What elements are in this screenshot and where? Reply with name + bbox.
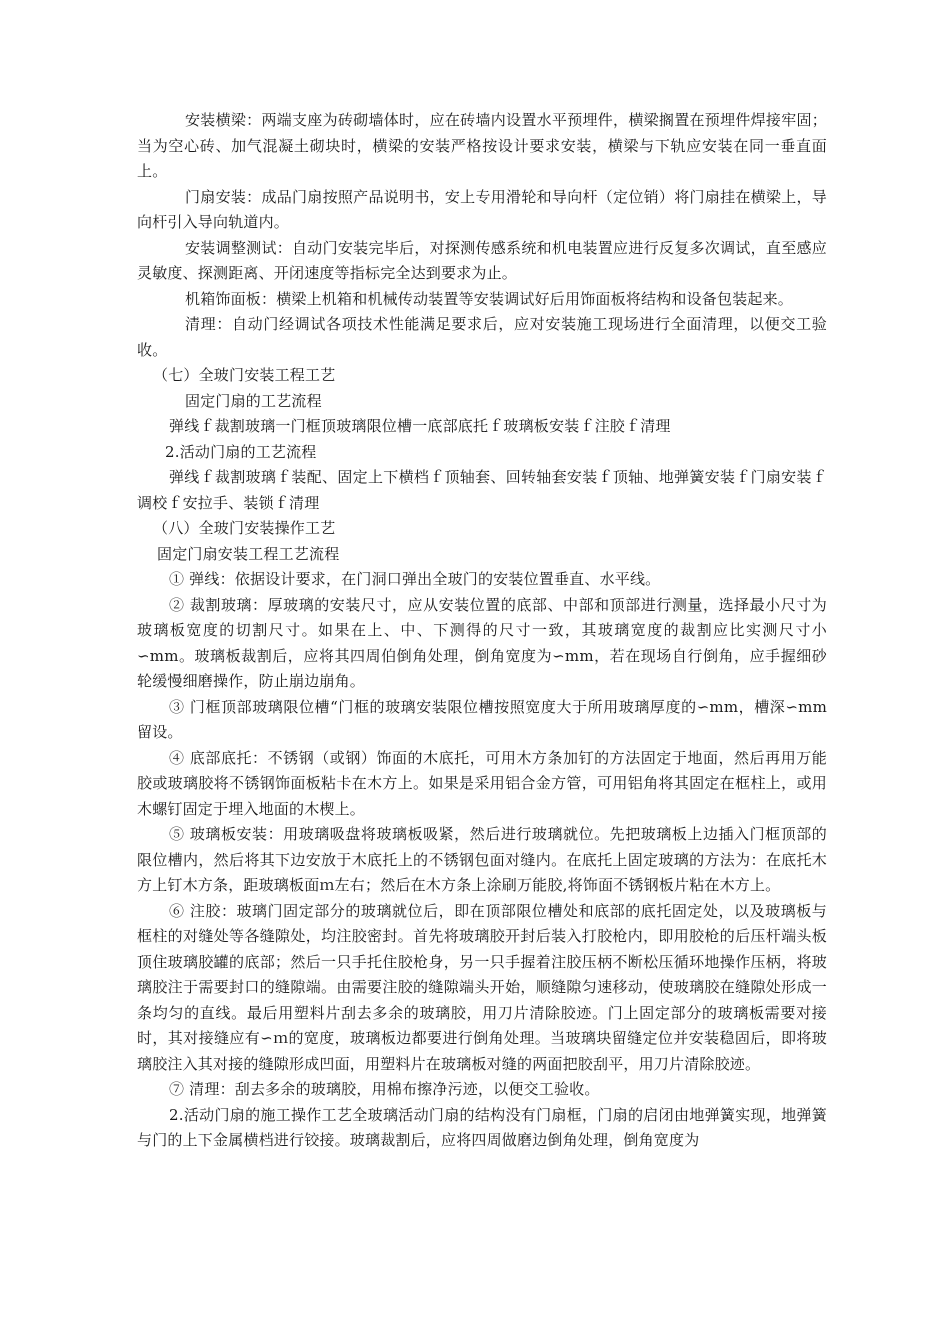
paragraph-cleanup: 清理：自动门经调试各项技术性能满足要求后，应对安装施工现场进行全面清理，以便交工验收。: [137, 315, 827, 359]
paragraph-cabinet-panel: 机箱饰面板：横梁上机箱和机械传动装置等安装调试好后用饰面板将结构和设备包装起来。: [185, 289, 794, 308]
list-item-7: ⑦ 清理：刮去多余的玻璃胶，用棉布擦净污迹，以便交工验收。: [169, 1080, 600, 1098]
paragraph-fixed-leaf-flow: 弹线ｆ裁割玻璃一门框顶玻璃限位槽一底部底托ｆ玻璃板安装ｆ注胶ｆ清理: [169, 417, 671, 435]
list-item-3: ③ 门框顶部玻璃限位槽“门框的玻璃安装限位槽按照宽度大于所用玻璃厚度的∽mm，槽深∽mm留设。: [137, 697, 827, 741]
list-item-5: ⑤ 玻璃板安装：用玻璃吸盘将玻璃板吸紧，然后进行玻璃就位。先把玻璃板上边插入门框顶部的限位槽内，然后将其下边安放于木底托上的不锈钢包面对缝内。在底托上固定玻璃的方法为：在底托木方上钉木方条，距玻璃板面ｍ左右；然后在木方条上涂刷万能胶,将饰面不锈钢板片粘在木方上。: [137, 825, 827, 894]
paragraph-door-leaf-install: 门扇安装：成品门扇按照产品说明书，安上专用滑轮和导向杆（定位销）将门扇挂在横梁上，导向杆引入导向轨道内。: [137, 187, 827, 231]
subheading-fixed-leaf-flow: 固定门扇的工艺流程: [185, 391, 322, 410]
document-body: [137, 108, 827, 1154]
paragraph-active-leaf-flow: 弹线ｆ裁割玻璃ｆ装配、固定上下横档ｆ顶轴套、回转轴套安装ｆ顶轴、地弹簧安装ｆ门扇安装ｆ调校ｆ安拉手、装锁ｆ清理: [137, 468, 827, 512]
paragraph-install-beam: 安装横梁：两端支座为砖砌墙体时，应在砖墙内设置水平预埋件，横梁搁置在预埋件焊接牢固；当为空心砖、加气混凝土砌块时，横梁的安装严格按设计要求安装，横梁与下轨应安装在同一垂直面上。: [137, 111, 827, 180]
section-heading-7: （七）全玻门安装工程工艺: [153, 366, 336, 384]
subheading-fixed-leaf-process: 固定门扇安装工程工艺流程: [157, 544, 340, 563]
subheading-active-leaf-flow: 2.活动门扇的工艺流程: [165, 442, 317, 461]
paragraph-active-leaf-process: 2.活动门扇的施工操作工艺全玻璃活动门扇的结构没有门扇框，门扇的启闭由地弹簧实现，地弹簧与门的上下金属横档进行铰接。玻璃裁割后，应将四周做磨边倒角处理，倒角宽度为: [137, 1105, 827, 1149]
list-item-2: ② 裁割玻璃：厚玻璃的安装尺寸，应从安装位置的底部、中部和顶部进行测量，选择最小尺寸为玻璃板宽度的切割尺寸。如果在上、中、下测得的尺寸一致，其玻璃宽度的裁割应比实测尺寸小∽mm。玻璃板裁割后，应将其四周伯倒角处理，倒角宽度为∽mm，若在现场自行倒角，应手握细砂轮缓慢细磨操作，防止崩边崩角。: [137, 595, 827, 690]
list-item-4: ④ 底部底托：不锈钢（或钢）饰面的木底托，可用木方条加钉的方法固定于地面，然后再用万能胶或玻璃胶将不锈钢饰面板粘卡在木方上。如果是采用铝合金方管，可用铝角将其固定在框柱上，或用木螺钉固定于埋入地面的木楔上。: [137, 748, 827, 818]
list-item-1: ① 弹线：依据设计要求，在门洞口弹出全玻门的安装位置垂直、水平线。: [169, 570, 661, 588]
paragraph-adjust-test: 安装调整测试：自动门安装完毕后，对探测传感系统和机电装置应进行反复多次调试，直至感应灵敏度、探测距离、开闭速度等指标完全达到要求为止。: [137, 238, 827, 282]
section-heading-8: （八）全玻门安装操作工艺: [153, 519, 336, 537]
list-item-6: ⑥ 注胶：玻璃门固定部分的玻璃就位后，即在顶部限位槽处和底部的底托固定处，以及玻璃板与框柱的对缝处等各缝隙处，均注胶密封。首先将玻璃胶开封后装入打胶枪内，即用胶枪的后压杆端头板顶住玻璃胶罐的底部；然后一只手托住胶枪身，另一只手握着注胶压柄不断松压循环地操作压柄，将玻璃胶注于需要封口的缝隙端。由需要注胶的缝隙端头开始，顺缝隙匀速移动，使玻璃胶在缝隙处形成一条均匀的直线。最后用塑料片刮去多余的玻璃胶，用刀片清除胶迹。门上固定部分的玻璃板需要对接时，其对接缝应有∽ｍ的宽度，玻璃板边都要进行倒角处理。当玻璃块留缝定位并安装稳固后，即将玻璃胶注入其对接的缝隙形成凹面，用塑料片在玻璃板对缝的两面把胶刮平，用刀片清除胶迹。: [137, 901, 827, 1073]
